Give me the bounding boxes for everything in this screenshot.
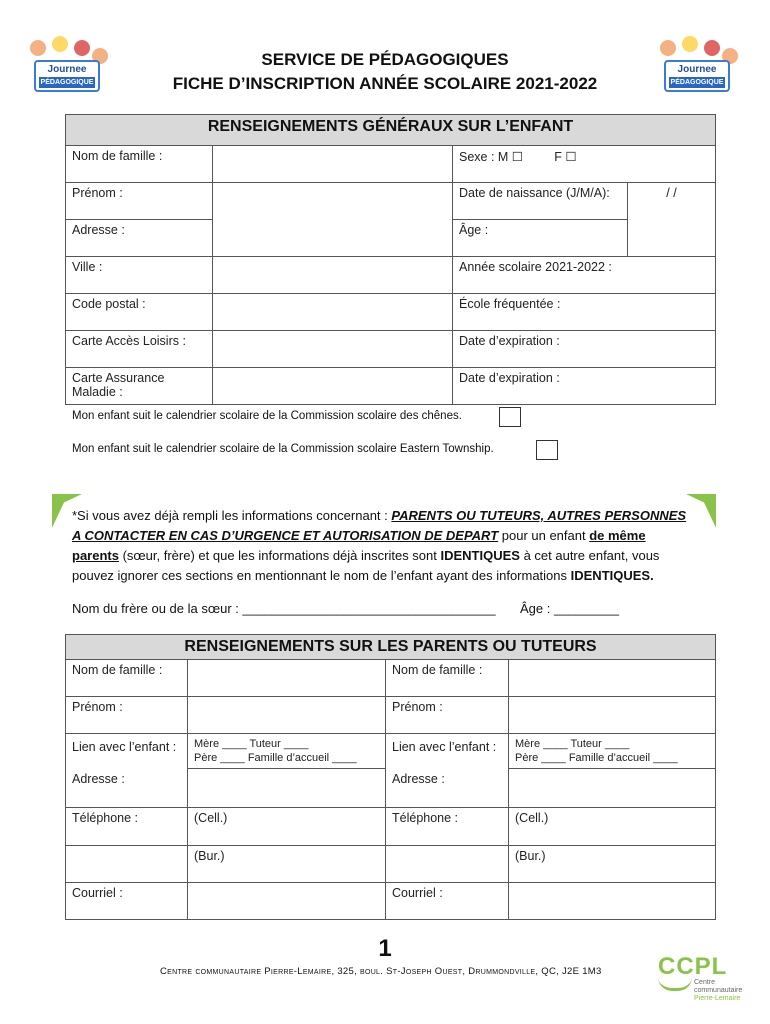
parent2-email-label: Courriel : xyxy=(386,883,509,920)
child-dob-field[interactable]: / / xyxy=(628,183,716,257)
parent1-phone-blank xyxy=(66,846,188,883)
child-health-card-field[interactable] xyxy=(213,368,453,405)
sibling-notice: *Si vous avez déjà rempli les informations concernant : PARENTS OU TUTEURS, AUTRES PERSONNES A CONTACTER EN CAS D’URGENCE ET AUTORISATION DE DEPART pour un enfant de même parents (sœur, frère) et que les informations déjà inscrites sont IDENTIQUES à cet autre enfant, vous pouvez ignorer ces sections en mentionnant le nom de l’enfant ayant des informations IDENTIQUES. xyxy=(72,508,687,583)
ccpl-arc-icon xyxy=(658,977,692,991)
child-sex-field[interactable]: Sexe : M ☐ F ☐ xyxy=(453,146,716,183)
calendar-eastern-checkbox[interactable] xyxy=(536,440,558,460)
title-line-1: SERVICE DE PÉDAGOGIQUES xyxy=(261,50,509,69)
footer-address: Centre communautaire Pierre-Lemaire, 325, boul. St-Joseph Ouest, Drummondville, QC, J2E 1M3 xyxy=(160,966,602,977)
parent2-firstname-field[interactable] xyxy=(509,697,716,734)
parent1-lastname-field[interactable] xyxy=(188,660,386,697)
calendar-chenes-checkbox[interactable] xyxy=(499,407,521,427)
child-section-title: RENSEIGNEMENTS GÉNÉRAUX SUR L’ENFANT xyxy=(66,115,716,146)
child-lastname-field[interactable] xyxy=(213,146,453,183)
parent1-phone-label: Téléphone : xyxy=(66,808,188,846)
ccpl-logo: CCPL Centre communautaire Pierre-Lemaire xyxy=(658,953,743,1002)
parent2-email-field[interactable] xyxy=(509,883,716,920)
parent2-lastname-label: Nom de famille : xyxy=(386,660,509,697)
parent1-firstname-field[interactable] xyxy=(188,697,386,734)
parents-section-title: RENSEIGNEMENTS SUR LES PARENTS OU TUTEURS xyxy=(66,635,716,660)
calendar-chenes-text: Mon enfant suit le calendrier scolaire de la Commission scolaire des chênes. xyxy=(72,410,462,422)
parent1-cell-field[interactable]: (Cell.) xyxy=(188,808,386,846)
parent1-email-label: Courriel : xyxy=(66,883,188,920)
calendar-eastern-text: Mon enfant suit le calendrier scolaire de la Commission scolaire Eastern Township. xyxy=(72,443,494,455)
child-loisirs-expiration-label: Date d’expiration : xyxy=(453,331,716,368)
page-title xyxy=(0,48,770,96)
parent1-work-field[interactable]: (Bur.) xyxy=(188,846,386,883)
parent2-address-label: Adresse : xyxy=(386,769,509,808)
child-city-label: Ville : xyxy=(66,257,213,294)
child-postal-code-label: Code postal : xyxy=(66,294,213,331)
child-city-field[interactable] xyxy=(213,257,453,294)
child-firstname-label: Prénom : xyxy=(66,183,213,220)
parent2-address-field[interactable] xyxy=(509,769,716,808)
parent1-firstname-label: Prénom : xyxy=(66,697,188,734)
page-number: 1 xyxy=(378,935,392,962)
child-lastname-label: Nom de famille : xyxy=(66,146,213,183)
parent1-relation-options[interactable]: Mère ____ Tuteur ____ Père ____ Famille d’accueil ____ xyxy=(188,734,386,769)
parent1-email-field[interactable] xyxy=(188,883,386,920)
parents-info-table xyxy=(65,634,716,920)
parent1-lastname-label: Nom de famille : xyxy=(66,660,188,697)
child-age-label: Âge : xyxy=(453,220,628,257)
child-dob-label: Date de naissance (J/M/A): xyxy=(453,183,628,220)
parent1-address-label: Adresse : xyxy=(66,769,188,808)
parent2-relation-options[interactable]: Mère ____ Tuteur ____ Père ____ Famille d’accueil ____ xyxy=(509,734,716,769)
sibling-age-field[interactable]: Âge : _________ xyxy=(520,601,620,616)
sibling-name-field[interactable]: Nom du frère ou de la sœur : ___________________________________ xyxy=(72,601,496,616)
parent2-phone-label: Téléphone : xyxy=(386,808,509,846)
parent2-work-field[interactable]: (Bur.) xyxy=(509,846,716,883)
logo-sign: Journee PÉDAGOGIQUE xyxy=(664,60,730,92)
parent2-relation-label: Lien avec l’enfant : xyxy=(386,734,509,769)
child-loisirs-card-field[interactable] xyxy=(213,331,453,368)
parent2-cell-field[interactable]: (Cell.) xyxy=(509,808,716,846)
title-line-2: FICHE D’INSCRIPTION ANNÉE SCOLAIRE 2021-2022 xyxy=(172,74,598,93)
parent2-phone-blank xyxy=(386,846,509,883)
parent1-address-field[interactable] xyxy=(188,769,386,808)
child-health-card-label: Carte Assurance Maladie : xyxy=(66,368,213,405)
child-info-table xyxy=(65,114,716,405)
child-firstname-field[interactable] xyxy=(213,183,453,257)
child-address-label: Adresse : xyxy=(66,220,213,257)
child-school-label: École fréquentée : xyxy=(453,294,716,331)
child-loisirs-card-label: Carte Accès Loisirs : xyxy=(66,331,213,368)
parent2-firstname-label: Prénom : xyxy=(386,697,509,734)
child-school-year-label: Année scolaire 2021-2022 : xyxy=(453,257,716,294)
parent2-lastname-field[interactable] xyxy=(509,660,716,697)
child-health-expiration-label: Date d’expiration : xyxy=(453,368,716,405)
logo-sign: Journee PÉDAGOGIQUE xyxy=(34,60,100,92)
child-postal-code-field[interactable] xyxy=(213,294,453,331)
parent1-relation-label: Lien avec l’enfant : xyxy=(66,734,188,769)
